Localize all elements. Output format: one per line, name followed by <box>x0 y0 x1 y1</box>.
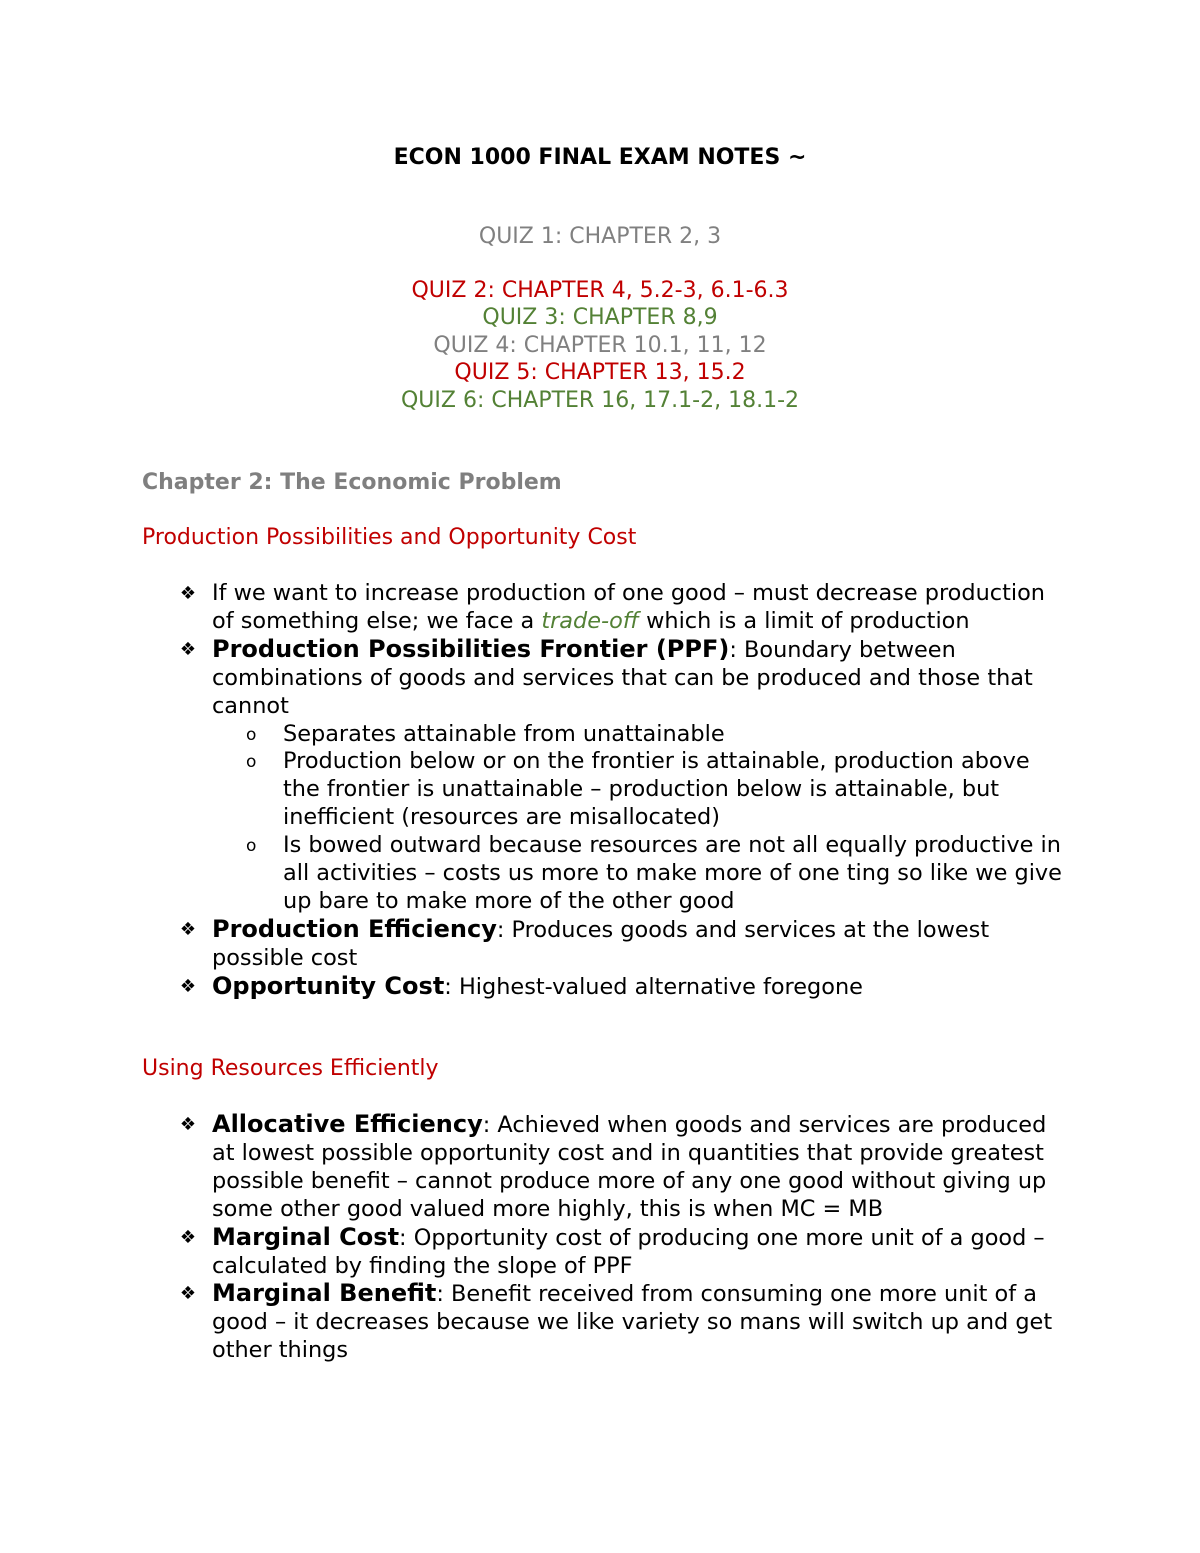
list-item <box>142 1224 1062 1281</box>
list-item <box>142 916 1062 973</box>
sub-list-item <box>212 748 1062 832</box>
diamond-bullet-icon: ❖ <box>179 583 197 604</box>
diamond-bullet-icon: ❖ <box>179 918 197 940</box>
definition: : Benefit received from consuming one more unit of a good – it decreases because we like variety so mans will switch up and get other things <box>212 1281 1053 1364</box>
list-item <box>142 973 1062 1002</box>
diamond-bullet-icon: ❖ <box>179 1283 197 1305</box>
diamond-bullet-icon: ❖ <box>179 975 197 997</box>
term: Marginal Benefit <box>212 1279 437 1308</box>
sub-bullet-text: Production below or on the frontier is attainable, production above the frontier is unattainable – production below is attainable, but inefficient (resources are misallocated) <box>283 748 1030 831</box>
quiz-line: QUIZ 3: CHAPTER 8,9 <box>482 305 718 331</box>
bullet-list <box>142 1111 1062 1365</box>
quiz-list-rest <box>0 277 1200 414</box>
circle-bullet-icon: o <box>246 752 257 773</box>
circle-bullet-icon: o <box>246 836 257 857</box>
document-title: ECON 1000 FINAL EXAM NOTES ~ <box>393 145 807 170</box>
circle-bullet-icon: o <box>246 724 257 745</box>
chapter-heading: Chapter 2: The Economic Problem <box>142 470 562 495</box>
sub-list-item <box>212 721 1062 749</box>
term: Opportunity Cost <box>212 971 445 1000</box>
sub-bullet-text: Is bowed outward because resources are not all equally productive in all activities – costs us more to make more of one ting so like we give up bare to make more of the other good <box>283 832 1062 914</box>
term: Allocative Efficiency <box>212 1110 483 1138</box>
section-heading: Production Possibilities and Opportunity Cost <box>142 525 637 550</box>
definition: : Produces goods and services at the lowest possible cost <box>212 916 990 971</box>
list-item <box>142 636 1062 916</box>
quiz-line: QUIZ 6: CHAPTER 16, 17.1-2, 18.1-2 <box>400 387 800 413</box>
quiz-line: QUIZ 5: CHAPTER 13, 15.2 <box>454 360 746 386</box>
list-item <box>142 1280 1062 1365</box>
term: Marginal Cost <box>212 1222 400 1251</box>
quiz-line: QUIZ 1: CHAPTER 2, 3 <box>478 224 722 249</box>
diamond-bullet-icon: ❖ <box>179 638 197 660</box>
bullet-text: which is a limit of production <box>638 607 970 634</box>
list-item <box>142 1111 1062 1224</box>
sub-list-item <box>212 832 1062 916</box>
definition: : Highest-valued alternative foregone <box>444 973 863 1000</box>
bullet-list <box>142 580 1062 1002</box>
section-heading: Using Resources Efficiently <box>142 1056 439 1081</box>
trade-off-emphasis: trade-off <box>541 607 639 634</box>
term: Production Possibilities Frontier (PPF) <box>212 634 730 663</box>
definition: : Boundary between combinations of goods and services that can be produced and those that cannot <box>212 636 1033 719</box>
sub-bullet-list <box>212 721 1062 916</box>
quiz-line: QUIZ 4: CHAPTER 10.1, 11, 12 <box>433 332 767 358</box>
bullet-text: If we want to increase production of one good – must decrease production of something else; we face a <box>212 580 1045 634</box>
term: Production Efficiency <box>212 914 497 943</box>
quiz-line: QUIZ 2: CHAPTER 4, 5.2-3, 6.1-6.3 <box>411 278 789 303</box>
diamond-bullet-icon: ❖ <box>179 1226 197 1248</box>
diamond-bullet-icon: ❖ <box>179 1114 197 1135</box>
quiz-list-first <box>0 223 1200 250</box>
sub-bullet-text: Separates attainable from unattainable <box>283 720 725 747</box>
definition: : Opportunity cost of producing one more unit of a good – calculated by finding the slope of PPF <box>212 1224 1045 1279</box>
definition: : Achieved when goods and services are produced at lowest possible opportunity cost and in quantities that provide greatest possible benefit – cannot produce more of any one good without giving up some other good valued more highly, this is when MC = MB <box>212 1112 1047 1222</box>
list-item <box>142 580 1062 636</box>
